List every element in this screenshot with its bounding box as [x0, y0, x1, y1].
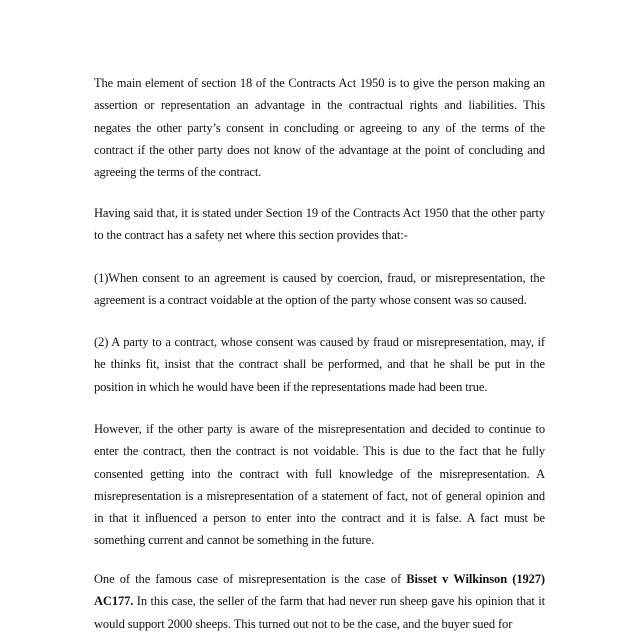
case-citation: Bisset v Wilkinson (1927) AC177.	[94, 572, 545, 609]
paragraph-famous-case	[94, 568, 545, 635]
paragraph-misrepresentation-awareness: However, if the other party is aware of the misrepresentation and decided to continue to enter the contract, then the contract is not voidable. This is due to the fact that he fully consented getting into the contract with full knowledge of the misrepresentation. A misrepresentation is a misrepresentation of a statement of fact, not of general opinion and in that it influenced a person to enter into the contract and it is false. A fact must be something current and cannot be something in the future.	[94, 422, 545, 548]
paragraph-section-18: The main element of section 18 of the Contracts Act 1950 is to give the person making an assertion or representation an advantage in the contractual rights and liabilities. This negates the other party’s consent in concluding or agreeing to any of the terms of the contract if the other party does not know of the advantage at the point of concluding and agreeing the terms of the contract.	[94, 76, 545, 180]
case-description-text: In this case, the seller of the farm that had never run sheep gave his opinion that it would support 2000 sheeps. This turned out not to be the case, and the buyer sued for	[94, 594, 545, 631]
paragraph-section-19-intro: Having said that, it is stated under Section 19 of the Contracts Act 1950 that the other party to the contract has a safety net where this section provides that:-	[94, 206, 545, 243]
paragraph-clause-2: (2) A party to a contract, whose consent was caused by fraud or misrepresentation, may, if he thinks fit, insist that the contract shall be performed, and that he shall be put in the position in which he would have been if the representations made had been true.	[94, 335, 545, 394]
case-intro-text: One of the famous case of misrepresentation is the case of	[94, 572, 407, 586]
paragraph-clause-1: (1)When consent to an agreement is caused by coercion, fraud, or misrepresentation, the agreement is a contract voidable at the option of the party whose consent was so caused.	[94, 271, 545, 308]
